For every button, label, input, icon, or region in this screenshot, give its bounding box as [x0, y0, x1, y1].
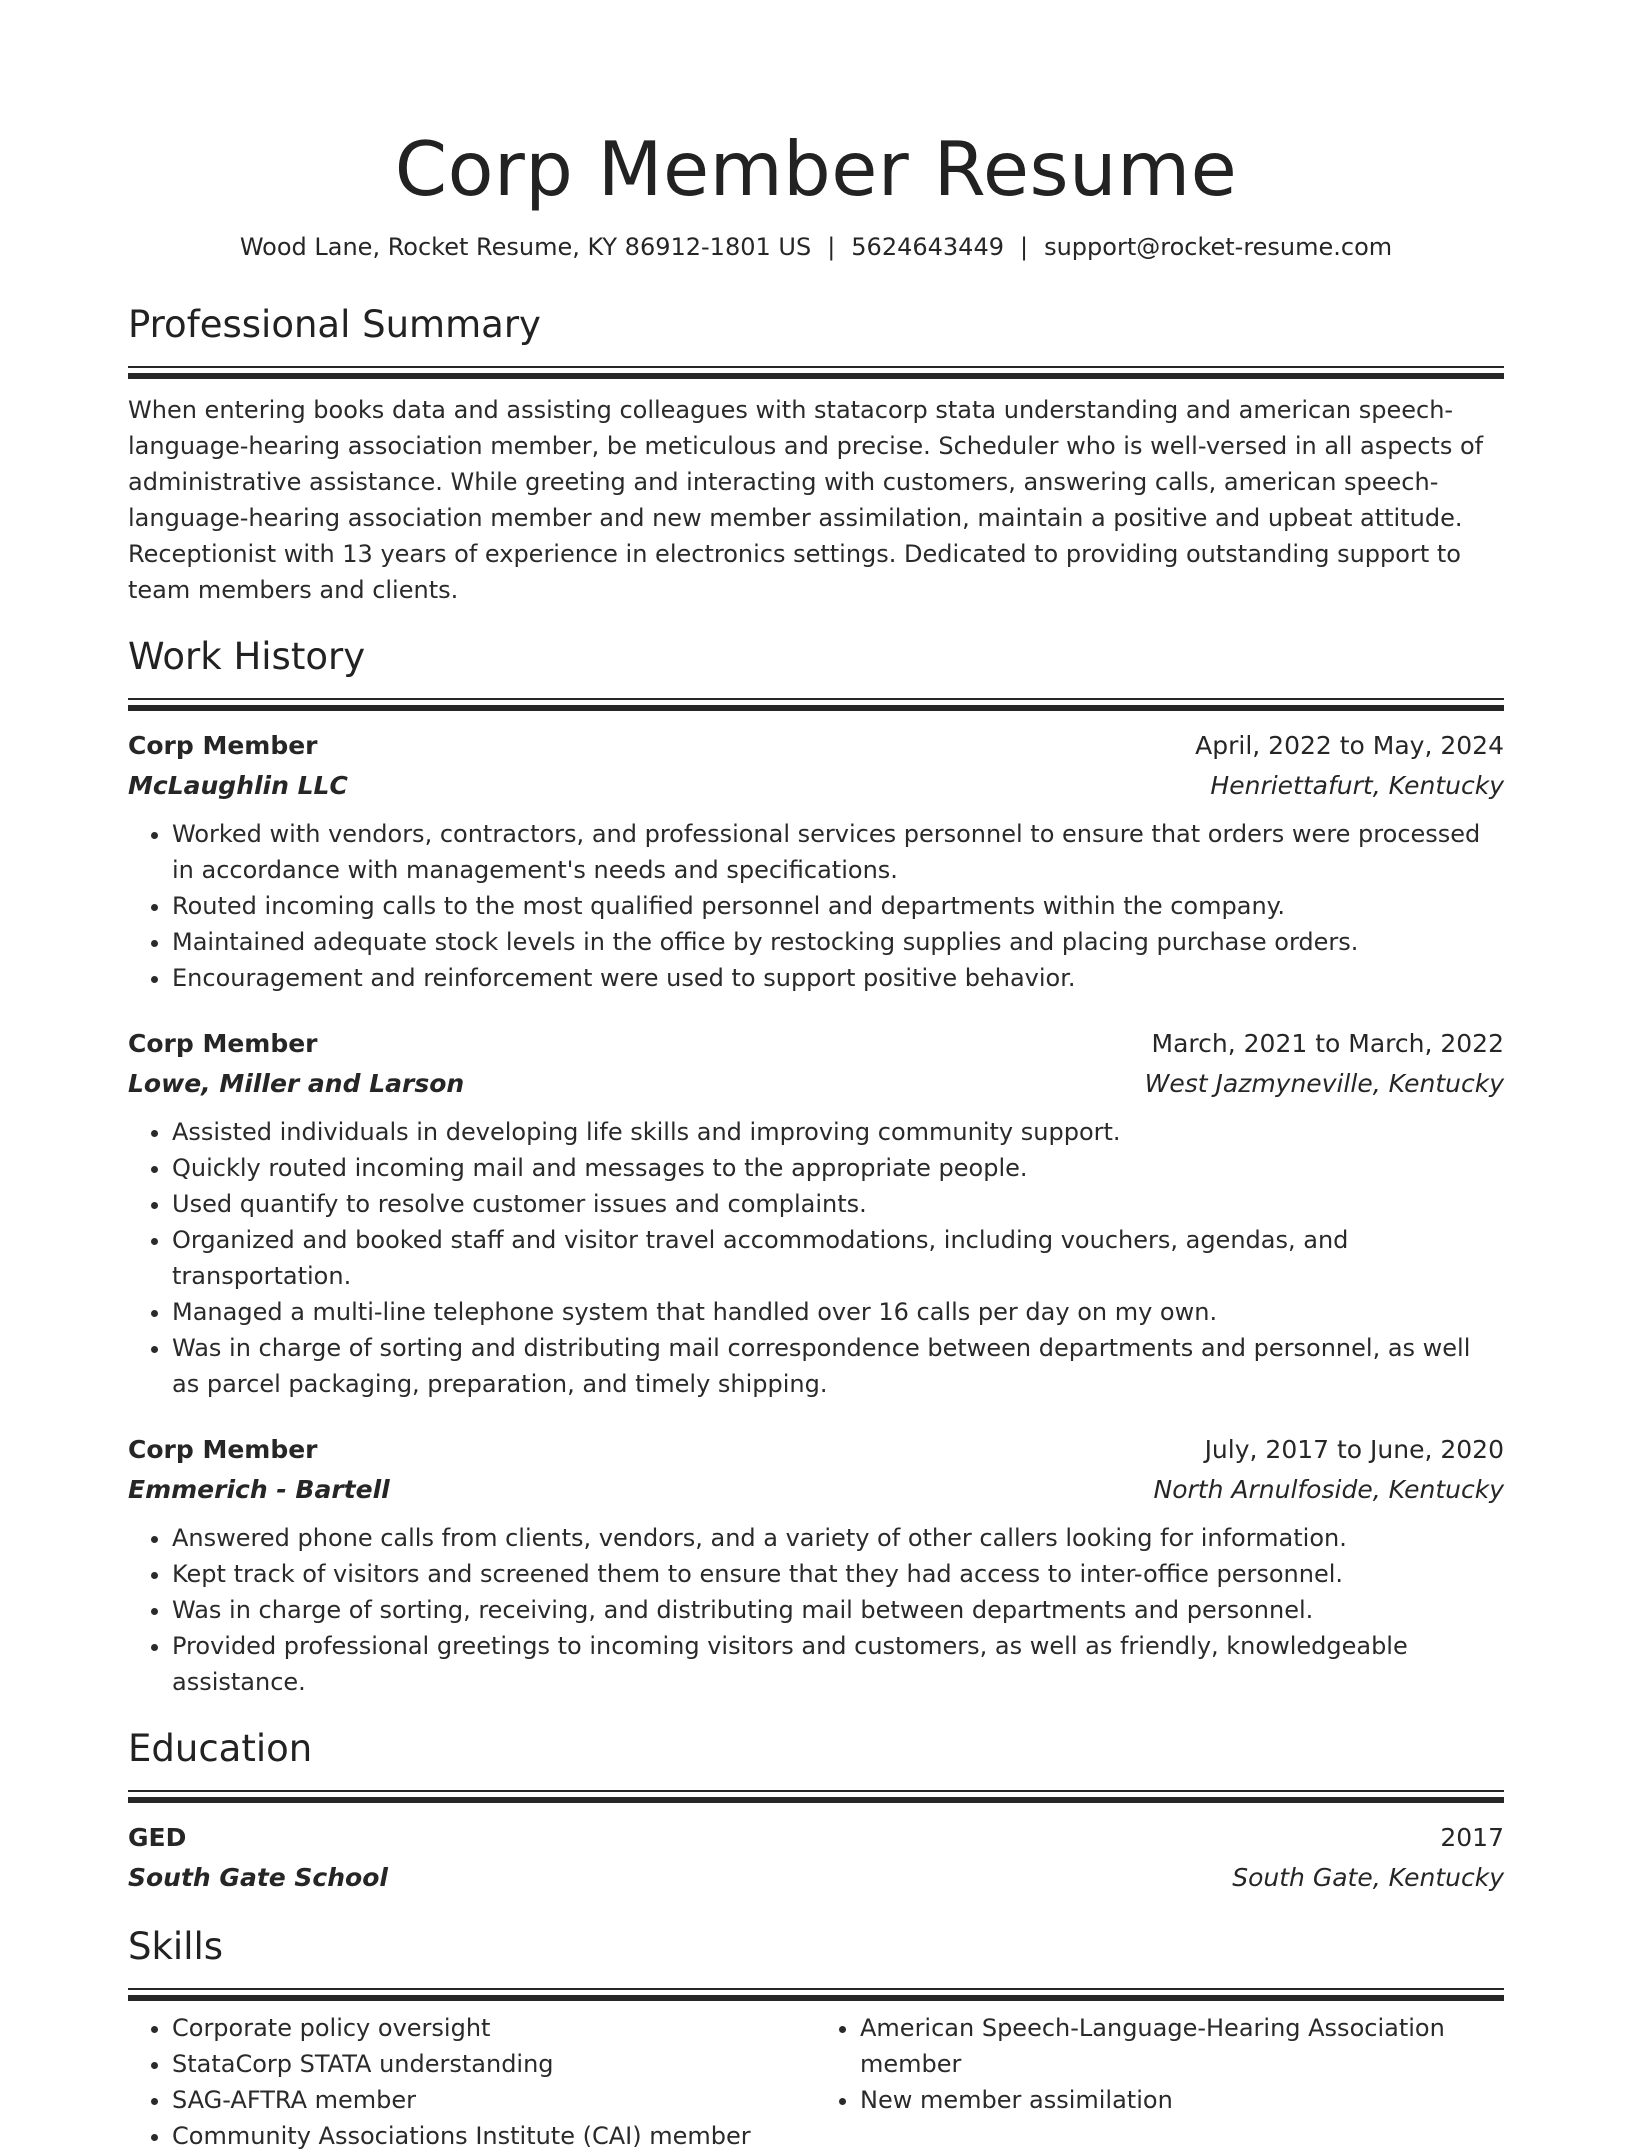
job-company: Lowe, Miller and Larson — [128, 1069, 465, 1098]
job-header — [128, 1024, 1504, 1064]
job-bullet: • Worked with vendors, contractors, and professional services personnel to ensure that orders were processed in accordance with management's needs and specifications. — [172, 816, 1504, 888]
job-entry — [128, 726, 1504, 996]
job-bullet: • Used quantify to resolve customer issues and complaints. — [172, 1186, 1504, 1222]
job-company: McLaughlin LLC — [128, 771, 348, 800]
contact-email[interactable]: support@rocket-resume.com — [1044, 233, 1393, 261]
skill-item: • Community Associations Institute (CAI) member — [172, 2118, 816, 2154]
section-divider — [128, 366, 1504, 378]
job-bullet: • Quickly routed incoming mail and messages to the appropriate people. — [172, 1150, 1504, 1186]
job-bullet: • Kept track of visitors and screened them to ensure that they had access to inter-office personnel. — [172, 1556, 1504, 1592]
job-location: West Jazmyneville, Kentucky — [1144, 1069, 1504, 1098]
job-bullets — [128, 816, 1504, 996]
section-divider — [128, 1988, 1504, 2000]
job-location: North Arnulfoside, Kentucky — [1153, 1475, 1504, 1504]
contact-address: Wood Lane, Rocket Resume, KY 86912-1801 US — [239, 233, 812, 261]
job-bullet: • Answered phone calls from clients, vendors, and a variety of other callers looking for information. — [172, 1520, 1504, 1556]
job-entry — [128, 1024, 1504, 1402]
contact-separator: | — [1019, 233, 1029, 261]
job-subheader — [128, 1064, 1504, 1104]
job-bullet: • Provided professional greetings to incoming visitors and customers, as well as friendly, knowledgeable assistance. — [172, 1628, 1504, 1700]
job-subheader — [128, 766, 1504, 806]
summary-section — [128, 300, 1504, 608]
skills-list-left — [128, 2010, 816, 2154]
education-subheader — [128, 1858, 1504, 1898]
job-bullet: • Assisted individuals in developing life skills and improving community support. — [172, 1114, 1504, 1150]
skill-item: • SAG-AFTRA member — [172, 2082, 816, 2118]
job-dates: July, 2017 to June, 2020 — [1204, 1435, 1504, 1464]
education-location: South Gate, Kentucky — [1232, 1863, 1504, 1892]
skills-columns — [128, 2010, 1504, 2154]
education-school: South Gate School — [128, 1863, 388, 1892]
job-title: Corp Member — [128, 731, 318, 760]
job-bullet: • Encouragement and reinforcement were used to support positive behavior. — [172, 960, 1504, 996]
skills-title: Skills — [128, 1925, 224, 1968]
job-company: Emmerich - Bartell — [128, 1475, 390, 1504]
job-entry — [128, 1430, 1504, 1700]
job-title: Corp Member — [128, 1029, 318, 1058]
job-header — [128, 726, 1504, 766]
skills-list-right — [816, 2010, 1504, 2154]
job-bullet: • Routed incoming calls to the most qualified personnel and departments within the company. — [172, 888, 1504, 924]
education-entry — [128, 1818, 1504, 1898]
skill-item: • New member assimilation — [860, 2082, 1504, 2118]
education-year: 2017 — [1440, 1823, 1504, 1852]
skills-section — [128, 1922, 1504, 2154]
education-degree: GED — [128, 1823, 187, 1852]
job-bullet: • Was in charge of sorting, receiving, and distributing mail between departments and personnel. — [172, 1592, 1504, 1628]
work-history-section — [128, 632, 1504, 1700]
job-bullets — [128, 1114, 1504, 1402]
contact-separator: | — [827, 233, 836, 261]
skill-item: • Corporate policy oversight — [172, 2010, 816, 2046]
resume-name: Corp Member Resume — [394, 125, 1238, 213]
education-title: Education — [128, 1727, 313, 1770]
job-bullets — [128, 1520, 1504, 1700]
job-bullet: • Managed a multi-line telephone system that handled over 16 calls per day on my own. — [172, 1294, 1504, 1330]
job-bullet: • Was in charge of sorting and distributing mail correspondence between departments and personnel, as well as parcel packaging, preparation, and timely shipping. — [172, 1330, 1504, 1402]
work-history-title: Work History — [128, 635, 366, 678]
section-divider — [128, 1790, 1504, 1802]
job-header — [128, 1430, 1504, 1470]
skill-item: • American Speech-Language-Hearing Association member — [860, 2010, 1504, 2082]
contact-phone: 5624643449 — [851, 233, 1004, 261]
job-bullet: • Maintained adequate stock levels in the office by restocking supplies and placing purchase orders. — [172, 924, 1504, 960]
job-dates: March, 2021 to March, 2022 — [1151, 1029, 1504, 1058]
contact-line — [128, 230, 1504, 264]
job-dates: April, 2022 to May, 2024 — [1195, 731, 1504, 760]
education-header — [128, 1818, 1504, 1858]
job-title: Corp Member — [128, 1435, 318, 1464]
summary-title: Professional Summary — [128, 303, 541, 346]
job-bullet: • Organized and booked staff and visitor travel accommodations, including vouchers, agendas, and transportation. — [172, 1222, 1504, 1294]
education-section — [128, 1724, 1504, 1898]
job-subheader — [128, 1470, 1504, 1510]
resume-page — [128, 0, 1504, 2154]
summary-text: When entering books data and assisting colleagues with statacorp stata understanding and american speech-language-hearing association member, be meticulous and precise. Scheduler who is well-versed in all aspects of administrative assistance. While greeting and interacting with customers, answering calls, american speech-language-hearing association member and new member assimilation, maintain a positive and upbeat attitude. Receptionist with 13 years of experience in electronics settings. Dedicated to providing outstanding support to team members and clients. — [128, 396, 1484, 604]
job-location: Henriettafurt, Kentucky — [1210, 771, 1504, 800]
section-divider — [128, 698, 1504, 710]
skill-item: • StataCorp STATA understanding — [172, 2046, 816, 2082]
